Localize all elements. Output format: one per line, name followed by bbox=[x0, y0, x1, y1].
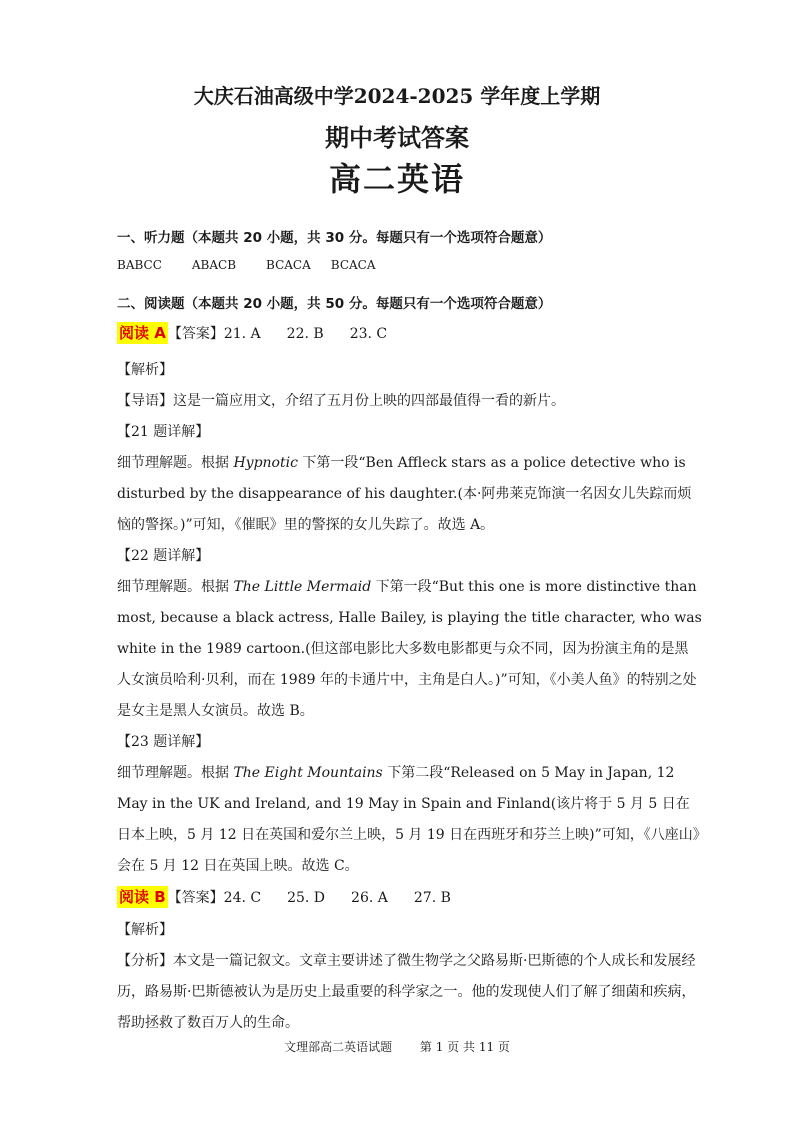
q21-label: 【21 题详解】 bbox=[117, 424, 210, 440]
q23-label: 【23 题详解】 bbox=[117, 734, 210, 750]
listening-answer-group: ABACB bbox=[191, 258, 237, 272]
summary-paragraph bbox=[117, 946, 702, 1039]
q21-film-title: Hypnotic bbox=[233, 455, 298, 471]
analysis-label: 【解析】 bbox=[117, 362, 173, 378]
answer-item: 27. B bbox=[413, 890, 451, 906]
answer-item: 25. D bbox=[287, 890, 326, 906]
summary-label: 【分析】 bbox=[117, 953, 173, 969]
analysis-label: 【解析】 bbox=[117, 922, 173, 938]
page-footer bbox=[0, 1038, 794, 1055]
q23-text-a: 细节理解题。根据 bbox=[117, 765, 234, 781]
intro-paragraph bbox=[117, 386, 702, 417]
answer-item: 23. C bbox=[349, 326, 388, 342]
q23-film-title: The Eight Mountains bbox=[233, 765, 383, 781]
listening-answer-group: BABCC bbox=[117, 258, 162, 272]
q21-text-a: 细节理解题。根据 bbox=[117, 455, 234, 471]
summary-text: 本文是一篇记叙文。文章主要讲述了微生物学之父路易斯·巴斯德的个人成长和发展经历，路易斯·巴斯德被认为是历史上最重要的科学家之一。他的发现使人们了解了细菌和疾病，帮助拯救了数百万人的生命。 bbox=[117, 953, 696, 1031]
answer-item: 21. A bbox=[223, 326, 261, 342]
answer-content bbox=[117, 226, 702, 1039]
listening-answer-group: BCACA bbox=[330, 258, 376, 272]
reading-b-answer-row bbox=[117, 882, 702, 915]
listening-section-heading: 一、听力题（本题共 20 小题，共 30 分。每题只有一个选项符合题意） bbox=[117, 230, 552, 246]
intro-text: 这是一篇应用文，介绍了五月份上映的四部最值得一看的新片。 bbox=[173, 393, 565, 409]
exam-title: 期中考试答案 bbox=[325, 123, 469, 152]
school-term-title: 大庆石油高级中学2024-2025 学年度上学期 bbox=[193, 84, 601, 108]
q22-explanation bbox=[117, 572, 702, 727]
answer-label: 【答案】 bbox=[167, 890, 224, 906]
q23-text-b: 下第二段“Released on 5 May in Japan, 12 May in the UK and Ireland, and 19 May in Spain and Finland(该片将于 5 月 5 日在日本上映，5 月 12 日在英国和爱尔兰上映，5 月 19 日在西班牙和芬兰上映)”可知，《八座山》会在 5 月 12 日在英国上映。故选 C。 bbox=[117, 765, 700, 874]
intro-label: 【导语】 bbox=[117, 393, 173, 409]
q22-text-a: 细节理解题。根据 bbox=[117, 579, 234, 595]
reading-a-answer-row bbox=[117, 318, 702, 351]
q22-film-title: The Little Mermaid bbox=[233, 579, 372, 595]
q22-label: 【22 题详解】 bbox=[117, 548, 210, 564]
footer-page-number: 第 1 页 共 11 页 bbox=[419, 1040, 510, 1054]
listening-answer-group: BCACA bbox=[266, 258, 311, 272]
q21-text-b: 下第一段“Ben Affleck stars as a police detective who is disturbed by the disappearance of his daughter.(本·阿弗莱克饰演一名因女儿失踪而烦恼的警探。)”可知，《催眠》里的警探的女儿失踪了。故选 A。 bbox=[117, 455, 692, 533]
q21-explanation bbox=[117, 448, 702, 541]
reading-section-heading: 二、阅读题（本题共 20 小题，共 50 分。每题只有一个选项符合题意） bbox=[117, 296, 552, 312]
footer-doc-name: 文理部高二英语试题 bbox=[284, 1040, 393, 1054]
answer-item: 24. C bbox=[223, 890, 262, 906]
reading-b-tag: 阅读 B bbox=[119, 888, 166, 906]
reading-a-tag: 阅读 A bbox=[119, 324, 166, 342]
listening-answers bbox=[117, 258, 702, 272]
q23-explanation bbox=[117, 758, 702, 882]
q22-text-b: 下第一段“But this one is more distinctive than most, because a black actress, Halle Bailey, is playing the title character, who was white in the 1989 cartoon.(但这部电影比大多数电影都更与众不同，因为扮演主角的是黑人女演员哈利·贝利，而在 1989 年的卡通片中，主角是白人。)”可知，《小美人鱼》的特别之处是女主是黑人女演员。故选 B。 bbox=[117, 579, 702, 719]
answer-label: 【答案】 bbox=[167, 326, 224, 342]
answer-item: 22. B bbox=[286, 326, 324, 342]
answer-item: 26. A bbox=[351, 890, 388, 906]
subject-title: 高二英语 bbox=[328, 160, 465, 198]
